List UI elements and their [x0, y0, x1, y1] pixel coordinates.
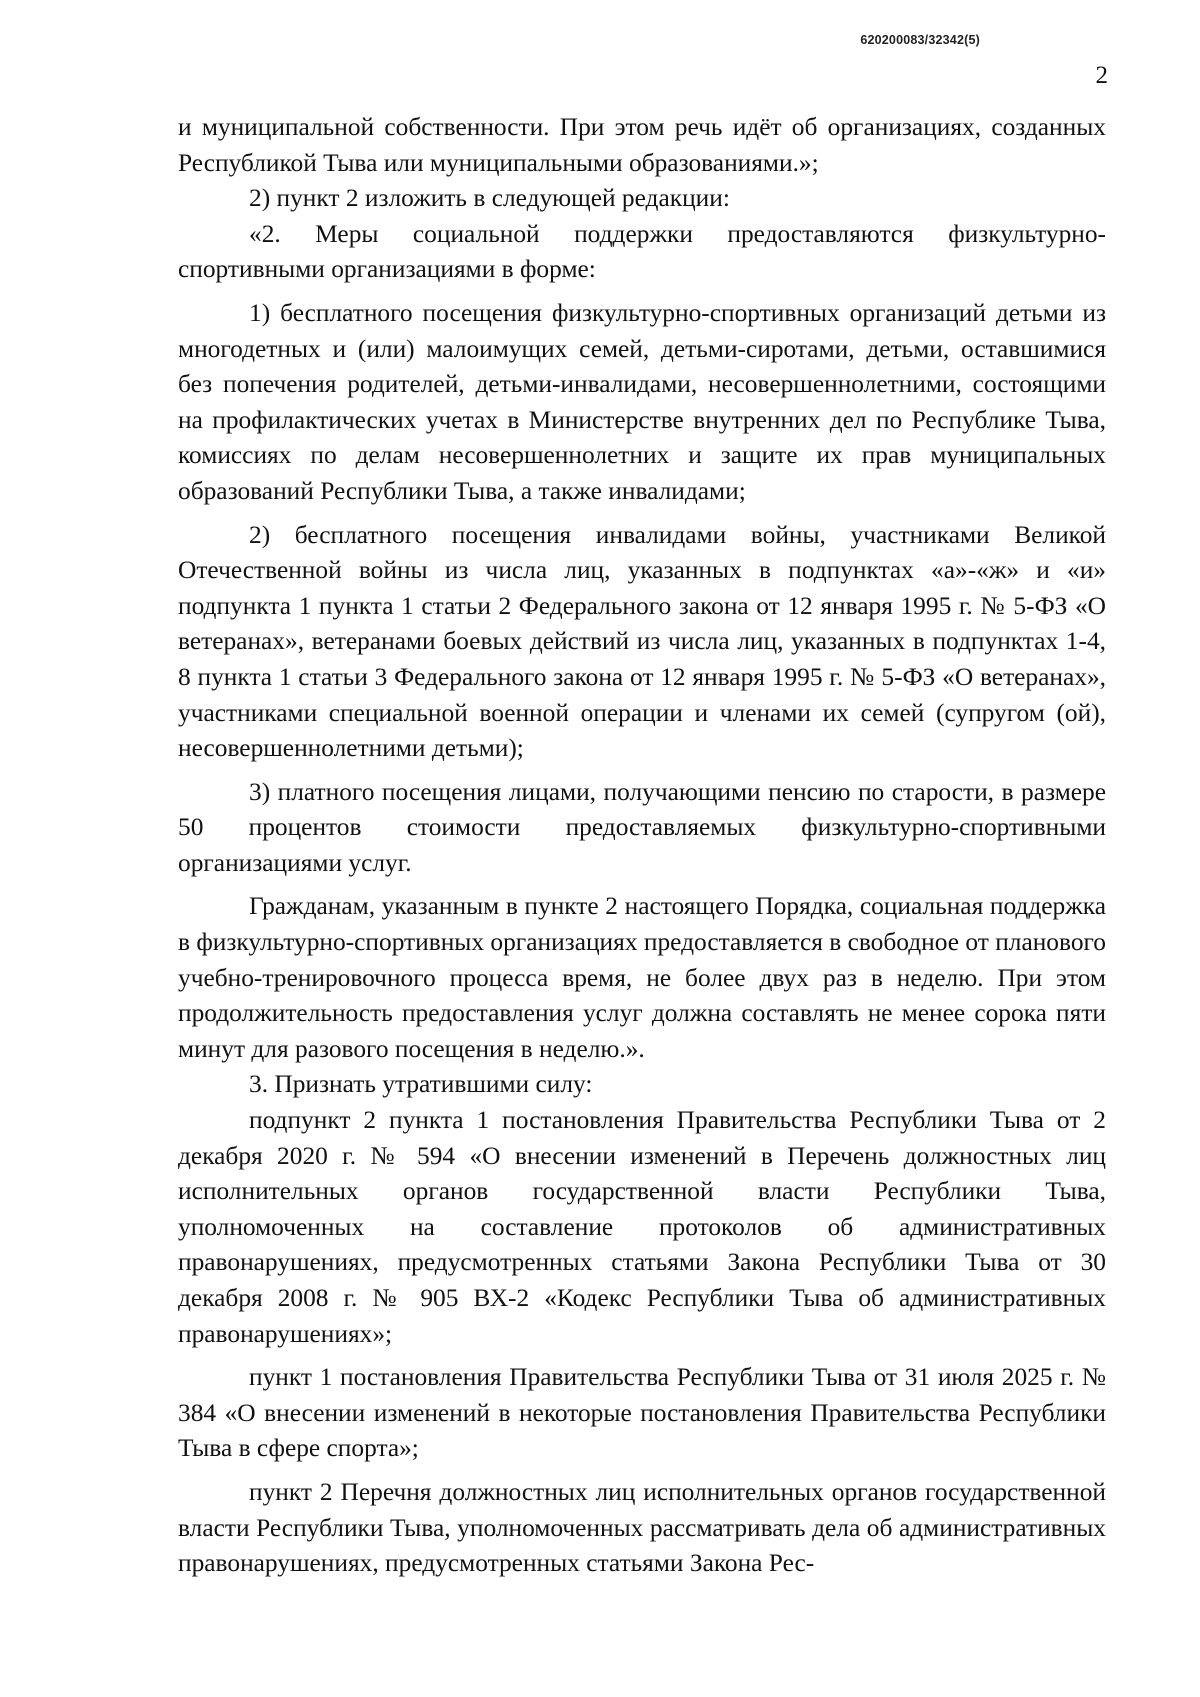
- paragraph-continuation: и муниципальной собственности. При этом речь идёт об организациях, созданных Республикой Тыва или муниципальными образованиями.»;: [178, 113, 1106, 177]
- paragraph-repeal-heading: 3. Признать утратившими силу:: [249, 1070, 593, 1099]
- paragraph-repeal-item-2: пункт 1 постановления Правительства Республики Тыва от 31 июля 2025 г. № 384 «О внесении изменений в некоторые постановления Правительства Республики Тыва в сфере спорта»;: [178, 1363, 1106, 1463]
- paragraph-subpoint-2: 2) бесплатного посещения инвалидами войны, участниками Великой Отечественной войны из числа лиц, указанных в подпунктах «а»-«ж» и «и» подпункта 1 пункта 1 статьи 2 Федерального закона от 12 января 1995 г. № 5-ФЗ «О ветеранах», ветеранами боевых действий из числа лиц, указанных в подпунктах 1-4, 8 пункта 1 статьи 3 Федерального закона от 12 января 1995 г. № 5-ФЗ «О ветеранах», участниками специальной военной операции и членами их семей (супругом (ой), несовершеннолетними детьми);: [178, 520, 1106, 763]
- paragraph-support-measures: «2. Меры социальной поддержки предоставляются физкультурно-спортивными организациями в форме:: [178, 219, 1106, 284]
- paragraph-citizens-schedule: Гражданам, указанным в пункте 2 настоящего Порядка, социальная поддержка в физкультурно-спортивных организациях предоставляется в свободное от планового учебно-тренировочного процесса время, не более двух раз в неделю. При этом продолжительность предоставления услуг должна составлять не менее сорока пяти минут для разового посещения в неделю.».: [178, 892, 1106, 1063]
- paragraph-repeal-item-1: подпункт 2 пункта 1 постановления Правительства Республики Тыва от 2 декабря 2020 г. № 594 «О внесении изменений в Перечень должностных лиц исполнительных органов государственной власти Республики Тыва, уполномоченных на составление протоколов об административных правонарушениях, предусмотренных статьями Закона Республики Тыва от 30 декабря 2008 г. № 905 ВХ-2 «Кодекс Республики Тыва об административных правонарушениях»;: [178, 1106, 1106, 1348]
- paragraph-amendment-point-2: 2) пункт 2 изложить в следующей редакции:: [249, 184, 730, 213]
- paragraph-subpoint-1: 1) бесплатного посещения физкультурно-спортивных организаций детьми из многодетных и (или) малоимущих семей, детьми-сиротами, детьми, оставшимися без попечения родителей, детьми-инвалидами, несовершеннолетними, состоящими на профилактических учетах в Министерстве внутренних дел по Республике Тыва, комиссиях по делам несовершеннолетних и защите их прав муниципальных образований Республики Тыва, а также инвалидами;: [178, 298, 1106, 505]
- paragraph-repeal-item-3: пункт 2 Перечня должностных лиц исполнительных органов государственной власти Республики Тыва, уполномоченных рассматривать дела об административных правонарушениях, предусмотренных статьями Закона Рес-: [178, 1477, 1106, 1578]
- document-id: 620200083/32342(5): [860, 33, 980, 47]
- paragraph-subpoint-3: 3) платного посещения лицами, получающими пенсию по старости, в размере 50 процентов стоимости предоставляемых физкультурно-спортивными организациями услуг.: [178, 777, 1106, 877]
- document-body: [178, 110, 1106, 1582]
- page-number: 2: [1095, 62, 1108, 89]
